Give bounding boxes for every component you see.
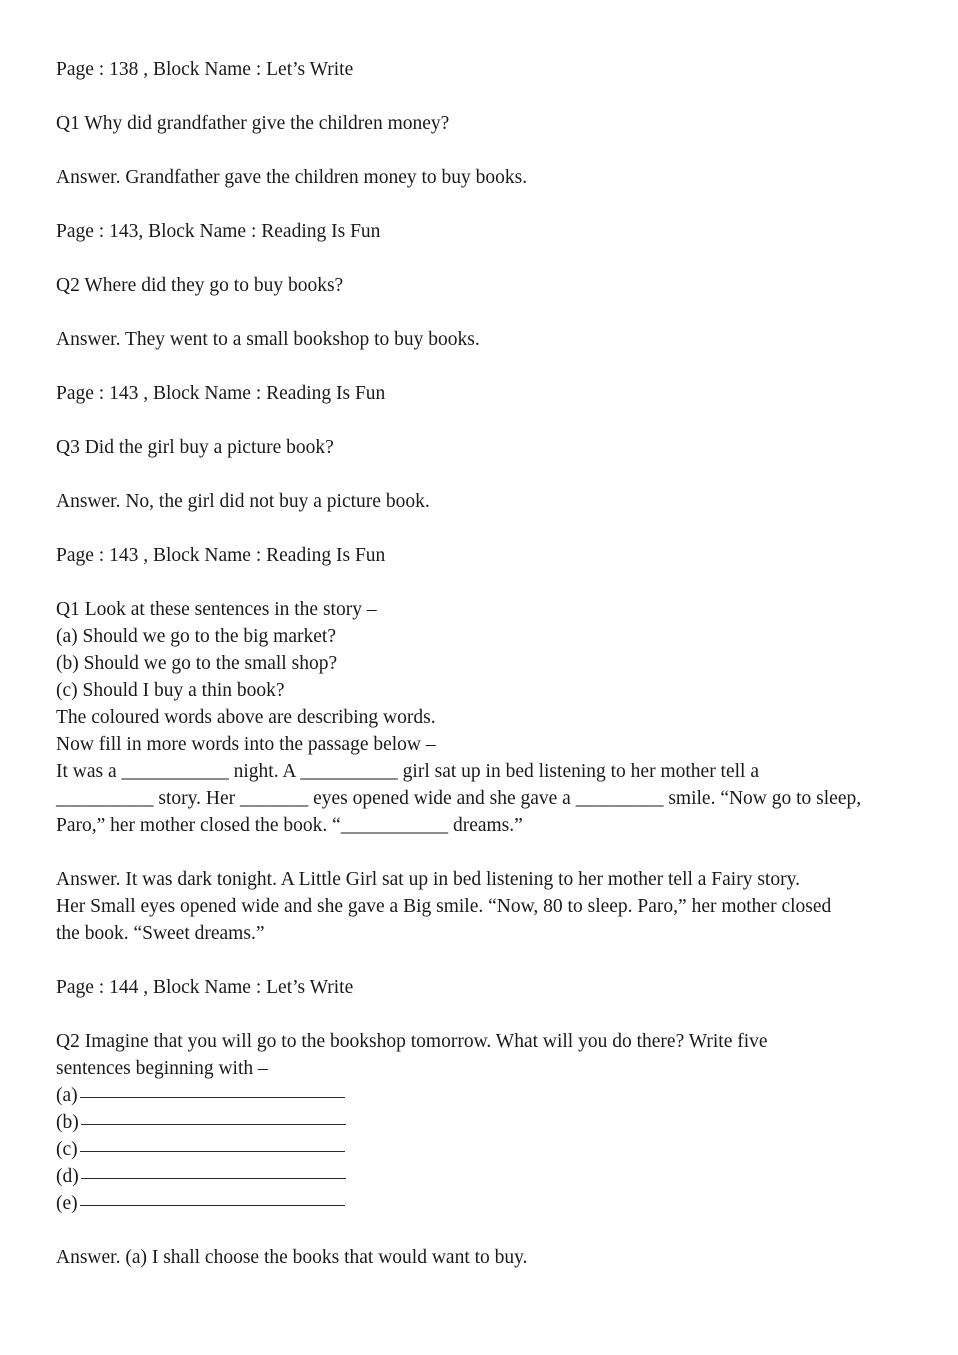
exercise-two-prompt	[56, 1028, 898, 1217]
reference-line	[56, 218, 898, 245]
exercise-one-answer-line: the book. “Sweet dreams.”	[56, 923, 265, 944]
question-text: Q1 Why did grandfather give the children money?	[56, 113, 450, 134]
exercise-one-passage-line: __________ story. Her _______ eyes opened wide and she gave a _________ smile. “Now go to sleep,	[56, 788, 862, 809]
blank-row-label: (c)	[56, 1139, 78, 1160]
exercise-one-passage-line: It was a ___________ night. A __________ girl sat up in bed listening to her mother tell a	[56, 761, 759, 782]
reference-text: Page : 143, Block Name : Reading Is Fun	[56, 221, 381, 242]
exercise-two-prompt-line: Q2 Imagine that you will go to the bookshop tomorrow. What will you do there? Write five	[56, 1031, 768, 1052]
blank-answer-row	[56, 1109, 898, 1136]
exercise-one-prompt	[56, 596, 898, 839]
blank-write-line[interactable]	[80, 1151, 345, 1152]
reference-line	[56, 974, 898, 1001]
exercise-two-answer	[56, 1244, 898, 1271]
exercise-one-instruction: Now fill in more words into the passage below –	[56, 734, 436, 755]
exercise-two-prompt-line: sentences beginning with –	[56, 1058, 268, 1079]
exercise-one-prompt-line: Q1 Look at these sentences in the story –	[56, 599, 377, 620]
answer-text: Answer. They went to a small bookshop to buy books.	[56, 329, 480, 350]
question-line	[56, 272, 898, 299]
reference-text: Page : 143 , Block Name : Reading Is Fun	[56, 383, 386, 404]
exercise-two-blank-list	[56, 1082, 898, 1217]
reference-line	[56, 380, 898, 407]
reference-text: Page : 138 , Block Name : Let’s Write	[56, 59, 354, 80]
answer-text: Answer. No, the girl did not buy a picture book.	[56, 491, 430, 512]
question-line	[56, 434, 898, 461]
answer-text: Answer. Grandfather gave the children money to buy books.	[56, 167, 528, 188]
exercise-one-option-c: (c) Should I buy a thin book?	[56, 680, 285, 701]
reference-line	[56, 542, 898, 569]
reference-line	[56, 56, 898, 83]
exercise-one-answer-line: Answer. It was dark tonight. A Little Girl sat up in bed listening to her mother tell a Fairy story.	[56, 869, 800, 890]
exercise-one-note: The coloured words above are describing words.	[56, 707, 436, 728]
question-text: Q2 Where did they go to buy books?	[56, 275, 344, 296]
document-body	[56, 56, 898, 1271]
blank-answer-row	[56, 1190, 898, 1217]
blank-write-line[interactable]	[81, 1178, 346, 1179]
exercise-two-answer-text: Answer. (a) I shall choose the books that would want to buy.	[56, 1247, 528, 1268]
blank-answer-row	[56, 1163, 898, 1190]
question-line	[56, 110, 898, 137]
blank-row-label: (a)	[56, 1085, 78, 1106]
answer-line	[56, 164, 898, 191]
exercise-one-answer	[56, 866, 898, 947]
exercise-one-option-b: (b) Should we go to the small shop?	[56, 653, 338, 674]
reference-text: Page : 143 , Block Name : Reading Is Fun	[56, 545, 386, 566]
blank-row-label: (d)	[56, 1166, 79, 1187]
blank-write-line[interactable]	[80, 1205, 345, 1206]
exercise-one-option-a: (a) Should we go to the big market?	[56, 626, 336, 647]
blank-answer-row	[56, 1136, 898, 1163]
answer-line	[56, 488, 898, 515]
blank-write-line[interactable]	[81, 1124, 346, 1125]
blank-row-label: (e)	[56, 1193, 78, 1214]
blank-row-label: (b)	[56, 1112, 79, 1133]
reference-text: Page : 144 , Block Name : Let’s Write	[56, 977, 354, 998]
question-text: Q3 Did the girl buy a picture book?	[56, 437, 334, 458]
blank-answer-row	[56, 1082, 898, 1109]
blank-write-line[interactable]	[80, 1097, 345, 1098]
exercise-one-answer-line: Her Small eyes opened wide and she gave a Big smile. “Now, 80 to sleep. Paro,” her mother closed	[56, 896, 832, 917]
exercise-one-passage-line: Paro,” her mother closed the book. “___________ dreams.”	[56, 815, 523, 836]
answer-line	[56, 326, 898, 353]
